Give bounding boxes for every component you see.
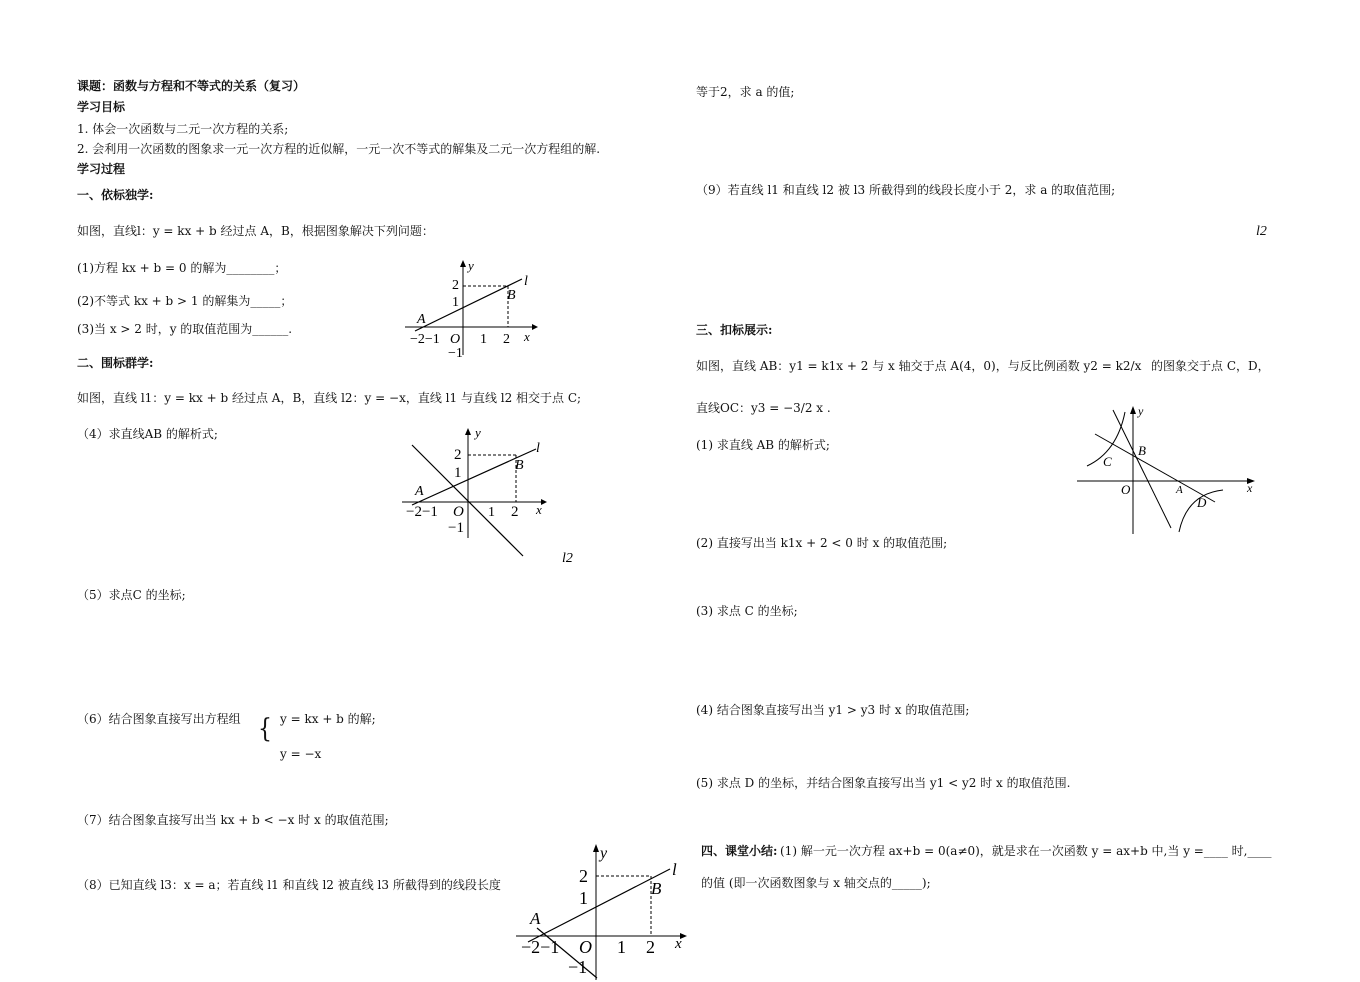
y-axis-arrow — [593, 844, 599, 852]
section-2-intro: 如图，直线 l1：y = kx + b 经过点 A，B，直线 l2：y = −x，直线 l1 与直线 l2 相交于点 C; — [77, 391, 582, 405]
l-label: l — [672, 860, 677, 879]
d-label: D — [1197, 495, 1207, 510]
question-6-eq1: y = kx + b 的解; — [280, 712, 376, 726]
b-label: B — [1138, 443, 1146, 458]
tick-1: 1 — [452, 295, 459, 310]
x-axis-arrow — [541, 499, 547, 505]
tick-x2: 2 — [503, 332, 510, 347]
x-label: x — [536, 502, 542, 517]
goal-2: 2. 会利用一次函数的图象求一元一次方程的近似解，一元一次不等式的解集及二元一次方程组的解. — [77, 142, 601, 156]
graph-3 — [512, 840, 692, 982]
line-l — [528, 869, 670, 942]
question-3: (3)当 x > 2 时，y 的取值范围为______. — [77, 322, 293, 336]
tick-neg1: −1 — [568, 957, 588, 977]
x-axis-arrow — [532, 324, 538, 330]
tick-x1: 1 — [480, 332, 487, 347]
origin-label: O — [579, 937, 592, 957]
tick-x1: 1 — [617, 937, 626, 957]
tick-2: 2 — [454, 447, 462, 463]
a-label: A — [1176, 484, 1183, 496]
goals-heading: 学习目标 — [77, 100, 126, 114]
section-1-heading: 一、依标独学: — [77, 188, 154, 202]
y-axis-arrow — [465, 428, 471, 435]
y-axis-arrow — [460, 260, 466, 267]
x-label: x — [524, 329, 530, 344]
x-label: x — [675, 936, 682, 952]
graph-2 — [398, 425, 578, 570]
part-2: (2) 直接写出当 k1x + 2 < 0 时 x 的取值范围; — [696, 536, 948, 550]
origin-label: O — [453, 504, 464, 520]
b-label: B — [515, 458, 524, 473]
process-heading: 学习过程 — [77, 162, 126, 176]
question-2: (2)不等式 kx + b > 1 的解集为_____； — [77, 294, 293, 308]
graph-1 — [400, 255, 540, 365]
c-label: C — [1103, 454, 1112, 469]
question-7: （7）结合图象直接写出当 kx + b < −x 时 x 的取值范围; — [77, 813, 389, 827]
section-3-heading: 三、扣标展示: — [696, 323, 773, 337]
line-ab — [1095, 434, 1215, 502]
section-3-intro: 如图，直线 AB：y1 = k1x + 2 与 x 轴交于点 A(4，0)，与反比例函数 y2 = k2/x — [696, 359, 1142, 373]
goal-1: 1. 体会一次函数与二元一次方程的关系; — [77, 122, 289, 136]
tick-neg2neg1: −2−1 — [406, 504, 438, 520]
tick-x2: 2 — [646, 937, 655, 957]
line-l — [415, 279, 522, 331]
section-1-intro: 如图，直线l：y = kx + b 经过点 A，B，根据图象解决下列问题： — [77, 224, 434, 238]
line-oc — [1113, 410, 1171, 528]
l2-label: l2 — [562, 551, 573, 566]
a-label: A — [530, 909, 541, 928]
x-label: x — [1247, 481, 1253, 495]
section-4-line-2: 的值 (即一次函数图象与 x 轴交点的_____); — [701, 876, 931, 890]
part-1: (1) 求直线 AB 的解析式; — [696, 438, 830, 452]
l-label: l — [524, 274, 528, 289]
origin-label: O — [450, 332, 461, 347]
question-1: (1)方程 kx + b = 0 的解为________； — [77, 261, 287, 275]
tick-x1: 1 — [488, 505, 495, 520]
part-3: (3) 求点 C 的坐标; — [696, 604, 798, 618]
question-6-eq2: y = −x — [280, 747, 322, 761]
tick-x2: 2 — [511, 504, 519, 520]
y-label: y — [475, 425, 481, 440]
tick-2: 2 — [452, 278, 459, 293]
section-3-intro-end: 的图象交于点 C，D， — [1151, 359, 1270, 373]
question-5: （5）求点C 的坐标; — [77, 588, 186, 602]
b-label: B — [651, 879, 662, 898]
page-title: 课题：函数与方程和不等式的关系（复习） — [77, 79, 306, 93]
y-label: y — [600, 845, 608, 862]
tick-neg2neg1: −2−1 — [410, 332, 440, 347]
question-4: （4）求直线AB 的解析式; — [77, 427, 218, 441]
y-axis-arrow — [1130, 406, 1136, 414]
a-label: A — [415, 484, 424, 499]
b-label: B — [507, 288, 516, 303]
tick-1: 1 — [579, 888, 588, 908]
tick-neg1: −1 — [448, 520, 464, 536]
tick-2: 2 — [579, 866, 588, 886]
section-4-heading: 四、课堂小结: — [701, 844, 778, 858]
l2-label-right: l2 — [1256, 224, 1267, 239]
part-4: (4) 结合图象直接写出当 y1 > y3 时 x 的取值范围; — [696, 703, 970, 717]
y-label: y — [468, 258, 474, 273]
y-label: y — [1138, 404, 1144, 418]
line-oc: 直线OC：y3 = −3/2 x . — [696, 401, 831, 415]
tick-neg2neg1: −2−1 — [521, 937, 560, 957]
a-label: A — [417, 312, 426, 327]
question-8: （8）已知直线 l3：x = a；若直线 l1 和直线 l2 被直线 l3 所截得到的线段长度 — [77, 878, 501, 892]
question-6-prefix: （6）结合图象直接写出方程组 — [77, 712, 241, 726]
section-4-line-1: (1) 解一元一次方程 ax+b = 0(a≠0)，就是求在一次函数 y = ax+b 中,当 y =____ 时,____ — [780, 844, 1272, 858]
question-8-continued: 等于2，求 a 的值; — [696, 85, 795, 99]
question-9: （9）若直线 l1 和直线 l2 被 l3 所截得到的线段长度小于 2，求 a 的取值范围; — [696, 183, 1116, 197]
tick-1: 1 — [454, 465, 462, 481]
part-5: (5) 求点 D 的坐标，并结合图象直接写出当 y1 < y2 时 x 的取值范围. — [696, 776, 1071, 790]
tick-neg1: −1 — [448, 346, 463, 361]
graph-4 — [1075, 402, 1260, 537]
origin-label: O — [1121, 482, 1131, 497]
l-label: l — [536, 441, 540, 456]
brace: { — [258, 714, 272, 745]
section-2-heading: 二、围标群学: — [77, 356, 154, 370]
